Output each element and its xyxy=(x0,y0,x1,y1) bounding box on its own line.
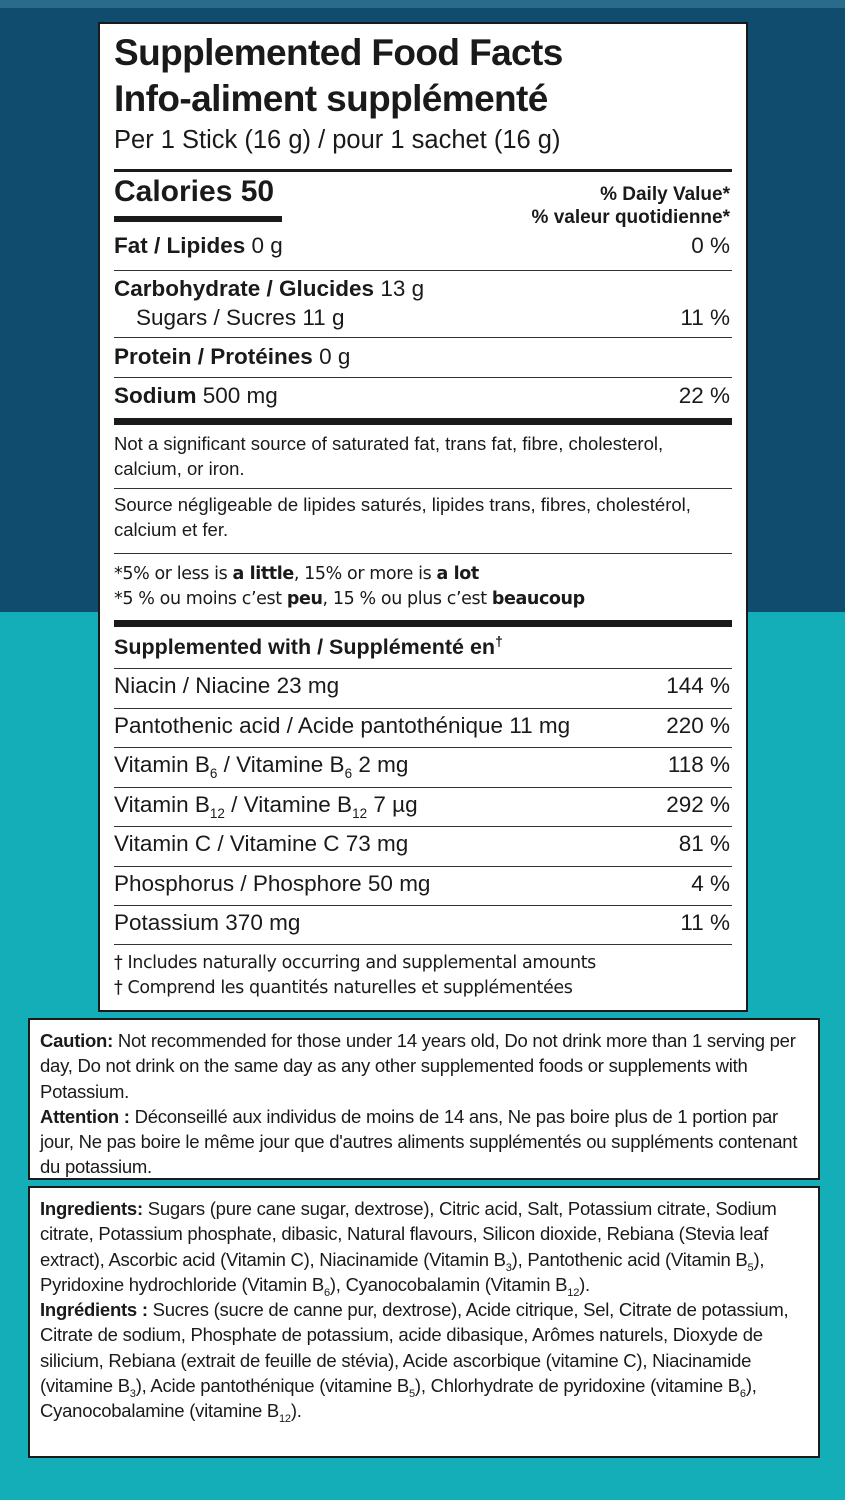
supplement-text: 7 µg xyxy=(367,792,418,817)
supplement-row: Niacin / Niacine 23 mg xyxy=(114,673,340,698)
supplement-row xyxy=(114,752,409,782)
carbohydrate-amount: 13 g xyxy=(380,276,425,301)
divider xyxy=(114,866,732,867)
footnote-text: , 15 % ou plus c’est xyxy=(322,589,492,609)
footnote-en xyxy=(114,564,479,584)
subscript: 5 xyxy=(409,1388,415,1401)
ingredients-text: Sugars (pure cane sugar, dextrose), Citric acid, Salt, Potassium citrate, Sodium citrate, Potassium phosphate, dibasic, Natural flavours, Silicon dioxide, Rebiana (Stevia leaf extract), Ascorbic acid (Vitamin C), Niacinamide (Vitamin B xyxy=(40,1198,777,1270)
daily-value-fr: % valeur quotidienne* xyxy=(531,207,730,228)
ingredients-fr xyxy=(40,1297,808,1426)
sodium-dv: 22 % xyxy=(678,383,730,408)
protein-label: Protein / Protéines xyxy=(114,344,313,369)
carbohydrate-row xyxy=(114,276,424,302)
sugars-amount: 11 g xyxy=(302,305,345,330)
ingredients-text: Sucres (sucre de canne pur, dextrose), Acide citrique, Sel, Citrate de potassium, Citrate de sodium, Phosphate de potassium, acide dibasique, Arômes naturels, Dioxyde de silicium, Rebiana (extrait de feuille de stévia), Acide ascorbique (vitamine C), Niacinamide (vitamine B xyxy=(40,1299,789,1397)
subscript: 6 xyxy=(344,766,353,782)
supplement-dv: 4 % xyxy=(691,871,730,896)
caution-fr xyxy=(40,1104,808,1180)
supplement-row xyxy=(114,792,418,822)
sugars-label: Sugars / Sucres xyxy=(136,305,297,330)
sodium-label: Sodium xyxy=(114,383,197,408)
ingredients-text: ), Acide pantothénique (vitamine B xyxy=(135,1375,409,1397)
divider xyxy=(114,905,732,906)
caution-text: Déconseillé aux individus de moins de 14 ans, Ne pas boire plus de 1 portion par jour, Ne pas boire le même jour que d'autres aliments supplémentés ou suppléments contenant du potassium. xyxy=(40,1105,798,1178)
protein-amount: 0 g xyxy=(319,344,351,369)
ingredients-text: ), Pyridoxine hydrochloride (Vitamin B xyxy=(40,1248,765,1295)
calories: Calories 50 xyxy=(114,175,275,208)
ingredients-text: ). xyxy=(290,1400,302,1422)
subscript: 6 xyxy=(323,1286,330,1299)
divider xyxy=(114,270,732,271)
divider xyxy=(114,488,732,489)
subscript: 3 xyxy=(129,1388,136,1401)
serving-size: Per 1 Stick (16 g) / pour 1 sachet (16 g) xyxy=(114,126,561,154)
caution-label: Attention : xyxy=(40,1105,130,1127)
supplemented-heading xyxy=(114,633,503,660)
supplement-dv: 11 % xyxy=(680,910,730,935)
supplement-dv: 144 % xyxy=(666,673,730,698)
supplement-text: Vitamin B xyxy=(114,792,210,817)
divider-thick xyxy=(114,620,732,627)
footnote-fr xyxy=(114,589,585,609)
sodium-amount: 500 mg xyxy=(202,383,278,408)
supplement-dv: 292 % xyxy=(666,792,730,817)
nutrition-facts-panel xyxy=(98,22,748,1012)
footnote-bold: a lot xyxy=(436,564,479,584)
protein-row xyxy=(114,344,350,370)
supplement-row: Potassium 370 mg xyxy=(114,910,301,935)
supplement-text: / Vitamine B xyxy=(224,792,353,817)
ingredients-text: ), Cyanocobalamine (vitamine B xyxy=(40,1375,757,1422)
supplemented-heading-text: Supplemented with / Supplémenté en xyxy=(114,635,496,660)
ingredients-label: Ingredients: xyxy=(40,1198,143,1219)
title-en: Supplemented Food Facts xyxy=(114,32,563,73)
subscript: 5 xyxy=(747,1261,754,1274)
subscript: 12 xyxy=(567,1286,580,1299)
caution-label: Caution: xyxy=(40,1030,114,1051)
dagger-note-fr: † Comprend les quantités naturelles et supplémentées xyxy=(114,978,573,998)
divider xyxy=(114,944,732,945)
footnote-text: *5 % ou moins c’est xyxy=(114,589,287,609)
subscript: 12 xyxy=(279,1413,291,1426)
fat-row xyxy=(114,233,283,259)
divider xyxy=(114,553,732,554)
fat-dv: 0 % xyxy=(691,233,730,258)
ingredients-text: ), Cyanocobalamin (Vitamin B xyxy=(329,1273,568,1295)
footnote-bold: peu xyxy=(286,589,323,609)
supplement-row: Pantothenic acid / Acide pantothénique 11 mg xyxy=(114,713,571,738)
daily-value-en: % Daily Value* xyxy=(600,184,730,205)
supplement-text: / Vitamine B xyxy=(217,752,345,777)
dagger: † xyxy=(495,633,503,649)
not-significant-en: Not a significant source of saturated fat, trans fat, fibre, cholesterol, calcium, or iron. xyxy=(114,433,664,479)
supplement-dv: 118 % xyxy=(667,752,730,777)
subscript: 3 xyxy=(505,1261,512,1274)
calories-underline xyxy=(114,216,282,222)
fat-amount: 0 g xyxy=(251,233,283,258)
supplement-text: 2 mg xyxy=(352,752,409,777)
footnote-bold: beaucoup xyxy=(491,589,585,609)
ingredients-text: ). xyxy=(579,1273,590,1295)
not-significant-fr: Source négligeable de lipides saturés, lipides trans, fibres, cholestérol, calcium et fer. xyxy=(114,494,691,540)
footnote-text: , 15% or more is xyxy=(293,564,437,584)
footnote-bold: a little xyxy=(232,564,294,584)
divider xyxy=(114,747,732,748)
carbohydrate-label: Carbohydrate / Glucides xyxy=(114,276,375,301)
caution-box xyxy=(28,1018,820,1180)
divider-thick xyxy=(114,418,732,425)
ingredients-text: ), Pantothenic acid (Vitamin B xyxy=(511,1248,748,1270)
supplement-dv: 220 % xyxy=(666,713,730,738)
divider xyxy=(114,377,732,378)
supplement-row: Phosphorus / Phosphore 50 mg xyxy=(114,871,431,896)
title-fr: Info-aliment supplémenté xyxy=(114,78,548,119)
dagger-note-en: † Includes naturally occurring and supplemental amounts xyxy=(114,953,596,973)
divider xyxy=(114,708,732,709)
divider-thick xyxy=(114,169,732,172)
fat-label: Fat / Lipides xyxy=(114,233,246,258)
sugars-row xyxy=(136,305,344,331)
subscript: 6 xyxy=(739,1388,746,1401)
sodium-row xyxy=(114,383,278,409)
subscript: 6 xyxy=(209,766,218,782)
subscript: 12 xyxy=(209,806,225,822)
caution-text: Not recommended for those under 14 years old, Do not drink more than 1 serving per day, Do not drink on the same day as any other supplemented foods or supplements with Potassium. xyxy=(40,1030,796,1102)
divider xyxy=(114,668,732,669)
sugars-dv: 11 % xyxy=(680,305,730,330)
subscript: 12 xyxy=(352,806,368,822)
supplement-text: Vitamin B xyxy=(114,752,210,777)
ingredients-box xyxy=(28,1186,820,1458)
top-edge xyxy=(0,0,845,8)
supplement-row: Vitamin C / Vitamine C 73 mg xyxy=(114,831,409,856)
supplement-dv: 81 % xyxy=(678,831,730,856)
ingredients-en xyxy=(40,1196,808,1297)
ingredients-label: Ingrédients : xyxy=(40,1299,148,1321)
divider xyxy=(114,826,732,827)
divider xyxy=(114,787,732,788)
divider xyxy=(114,337,732,338)
ingredients-text: ), Chlorhydrate de pyridoxine (vitamine B xyxy=(414,1375,740,1397)
caution-en xyxy=(40,1028,808,1104)
footnote-text: *5% or less is xyxy=(114,564,233,584)
